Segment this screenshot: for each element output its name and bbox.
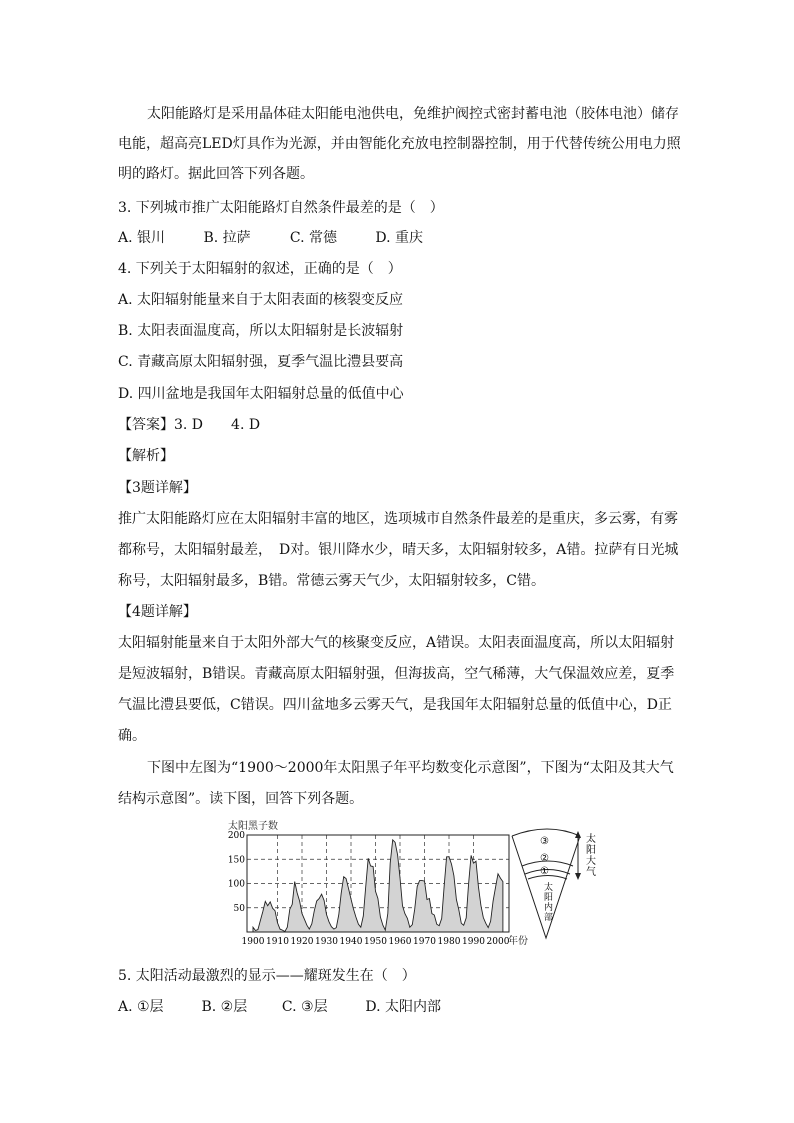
q3-detail-line2: 都称号，太阳辐射最差， D对。银川降水少，晴天多，太阳辐射较多，A错。拉萨有日光城 xyxy=(118,542,679,558)
passage1-line3: 明的路灯。据此回答下列各题。 xyxy=(118,166,314,182)
layer-2-label: ② xyxy=(540,853,549,864)
answer-line xyxy=(118,415,260,435)
x-tick-label: 1920 xyxy=(290,937,314,947)
x-tick-label: 1970 xyxy=(413,937,436,947)
chart-x-ticks xyxy=(242,937,510,947)
q5-option-d: D. 太阳内部 xyxy=(365,999,441,1015)
q3-option-d: D. 重庆 xyxy=(375,230,423,246)
sun-structure-diagram xyxy=(510,826,610,946)
x-tick-label: 1930 xyxy=(315,937,338,947)
q5-option-c: C. ③层 xyxy=(281,999,328,1015)
y-tick-label: 100 xyxy=(227,879,245,890)
sunspot-chart xyxy=(223,818,528,950)
q4-detail-line1: 太阳辐射能量来自于太阳外部大气的核聚变反应，A错误。太阳表面温度高，所以太阳辐射 xyxy=(118,635,675,651)
y-tick-label: 200 xyxy=(227,831,245,841)
q4-option-c: C. 青藏高原太阳辐射强，夏季气温比澧县要高 xyxy=(118,354,404,370)
q4-detail-line3: 气温比澧县要低，C错误。四川盆地多云雾天气，是我国年太阳辐射总量的低值中心，D正 xyxy=(118,697,672,713)
passage2-line1: 下图中左图为“1900～2000年太阳黑子年平均数变化示意图”，下图为“太阳及其大气 xyxy=(147,760,674,776)
sun-outer-arc xyxy=(512,829,580,836)
x-tick-label: 1950 xyxy=(364,937,387,947)
q3-stem: 3. 下列城市推广太阳能路灯自然条件最差的是（ ） xyxy=(118,200,444,216)
y-tick-label: 50 xyxy=(233,903,245,914)
passage2-line2: 结构示意图”。读下图，回答下列各题。 xyxy=(118,791,364,807)
q3-option-b: B. 拉萨 xyxy=(203,230,251,246)
interior-label: 太阳内部 xyxy=(544,883,554,923)
passage1-line1: 太阳能路灯是采用晶体硅太阳能电池供电，免维护阀控式密封蓄电池（胶体电池）储存 xyxy=(147,106,679,122)
q3-detail-heading: 【3题详解】 xyxy=(118,480,197,496)
sunspot-series-area xyxy=(253,840,503,932)
q3-detail-line3: 称号，太阳辐射最多，B错。常德云雾天气少，太阳辐射较多，C错。 xyxy=(118,573,545,589)
q4-option-a: A. 太阳辐射能量来自于太阳表面的核裂变反应 xyxy=(118,292,404,308)
y-tick-label: 150 xyxy=(227,855,245,866)
x-tick-label: 1940 xyxy=(339,937,363,947)
chart-ylabel: 太阳黑子数 xyxy=(228,821,278,832)
x-tick-label: 1960 xyxy=(388,937,412,947)
q3-options xyxy=(118,228,423,248)
x-tick-label: 1910 xyxy=(266,937,289,947)
analysis-label: 【解析】 xyxy=(118,448,174,464)
atmosphere-arrow-down xyxy=(575,873,581,880)
q4-stem: 4. 下列关于太阳辐射的叙述，正确的是（ ） xyxy=(118,261,402,277)
x-tick-label: 1990 xyxy=(462,937,485,947)
layer-3-label: ③ xyxy=(540,836,549,847)
q4-detail-line4: 确。 xyxy=(118,728,146,744)
q5-options xyxy=(118,997,441,1017)
chart-xlabel: 年份 xyxy=(508,936,528,947)
q5-option-a: A. ①层 xyxy=(118,999,164,1015)
layer-1-label: ① xyxy=(540,866,549,877)
q5-stem: 5. 太阳活动最激烈的显示——耀斑发生在（ ） xyxy=(118,968,416,984)
answer-label: 【答案】 xyxy=(118,417,174,433)
chart-y-ticks xyxy=(228,831,245,914)
q3-option-a: A. 银川 xyxy=(118,230,166,246)
q4-detail-line2: 是短波辐射，B错误。青藏高原太阳辐射强，但海拔高，空气稀薄，大气保温效应差，夏季 xyxy=(118,666,675,682)
q3-detail-line1: 推广太阳能路灯应在太阳辐射丰富的地区，选项城市自然条件最差的是重庆，多云雾，有雾 xyxy=(118,511,678,527)
passage1-line2: 电能，超高亮LED灯具作为光源，并由智能化充放电控制器控制，用于代替传统公用电力照 xyxy=(118,136,681,152)
x-tick-label: 2000 xyxy=(486,937,510,947)
atmosphere-label: 太阳大气 xyxy=(586,834,596,878)
q4-option-d: D. 四川盆地是我国年太阳辐射总量的低值中心 xyxy=(118,386,404,402)
q3-option-c: C. 常德 xyxy=(289,230,338,246)
q4-detail-heading: 【4题详解】 xyxy=(118,604,197,620)
q4-option-b: B. 太阳表面温度高，所以太阳辐射是长波辐射 xyxy=(118,323,404,339)
x-tick-label: 1900 xyxy=(241,937,265,947)
x-tick-label: 1980 xyxy=(437,937,461,947)
q5-option-b: B. ②层 xyxy=(201,999,248,1015)
answer-value: 3. D 4. D xyxy=(174,417,261,433)
